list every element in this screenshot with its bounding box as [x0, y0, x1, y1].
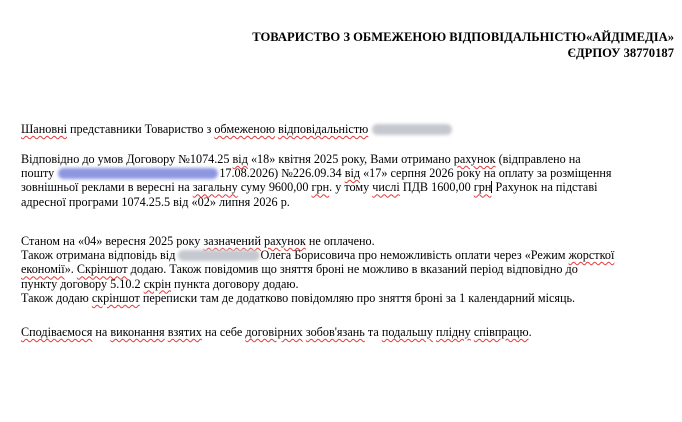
greeting-text: представники Товариство з	[66, 122, 215, 136]
greeting-word: відповідальністю	[278, 122, 369, 136]
company-edrpou: ЄДРПОУ 38770187	[567, 46, 674, 60]
greeting-paragraph	[21, 122, 673, 136]
closing-paragraph: Сподіваємося на виконання взятих на себе договірних зобов'язань та подальшу плідну співпрацю.	[21, 325, 532, 339]
greeting-word: Шановні	[21, 122, 67, 136]
letter-header	[252, 29, 674, 61]
status-paragraph: Станом на «04» вересня 2025 року зазначений рахунок не оплачено. Також отримана відповідь від Олега Борисовича про неможливість оплати через «Режим жорсткої економії». Скріншот додаю. Також повідомив що зняття броні не можливо в вказаний період відповідно до пункту договору 5.10.2 скрін пункта договору додаю. Також додаю скріншот переписки там де додатково повідомляю про зняття броні за 1 календарний місяць.	[21, 234, 615, 305]
greeting-word: обмеженою	[214, 122, 276, 136]
redacted-company-name	[372, 124, 452, 135]
redacted-person-name	[178, 250, 260, 261]
company-name: ТОВАРИСТВО З ОБМЕЖЕНОЮ ВІДПОВІДАЛЬНІСТЮ«АЙДІМЕДІА»	[252, 30, 674, 44]
redacted-email	[58, 168, 218, 179]
invoice-paragraph: Відповідно до умов Договору №1074.25 від «18» квітня 2025 року, Вами отримано рахунок (відправлено на пошту 17.08.2026) №226.09.34 від «17» серпня 2026 року на оплату за розміщення зовнішньої реклами в вересні на загальну суму 9600,00 грн. у тому числі ПДВ 1600,00 грн Рахунок на підставі адресної програми 1074.25.5 від «02» липня 2026 р.	[21, 152, 612, 209]
